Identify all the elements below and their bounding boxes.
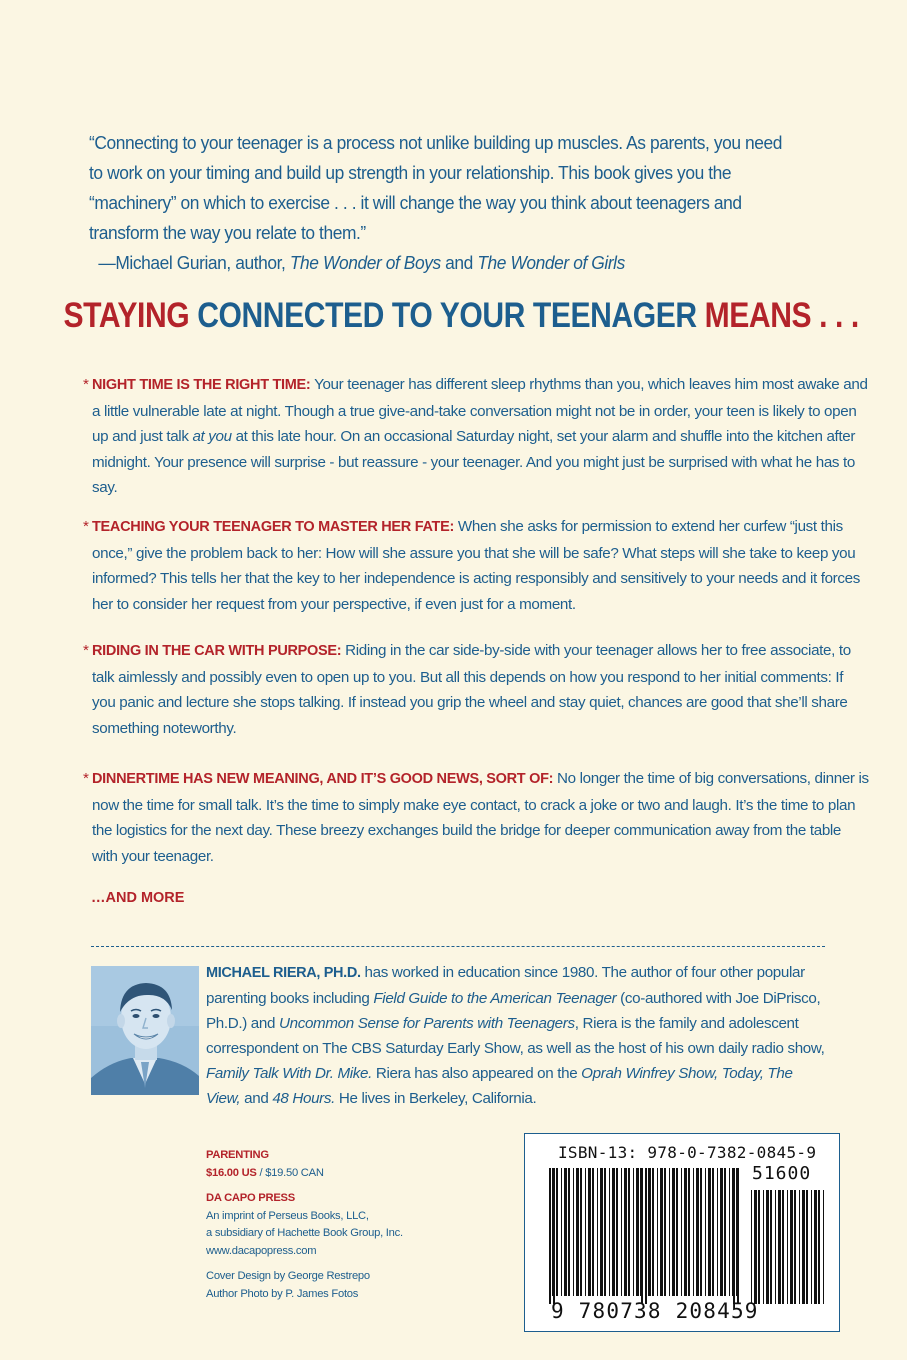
headline-part-2: CONNECTED TO YOUR TEENAGER <box>197 296 697 335</box>
dashed-divider <box>91 946 825 947</box>
price-us: $16.00 US <box>206 1166 257 1179</box>
price-can: $19.50 CAN <box>265 1166 324 1179</box>
attribution-author: —Michael Gurian, author, <box>98 252 290 273</box>
publisher-url: www.dacapopress.com <box>206 1244 317 1257</box>
bullet-heading: NIGHT TIME IS THE RIGHT TIME: <box>92 377 311 393</box>
headline-part-3: MEANS . . . <box>696 296 859 335</box>
cover-design-credit: Cover Design by George Restrepo <box>206 1270 370 1282</box>
publisher-info <box>206 1147 496 1303</box>
bullet-night-time <box>83 372 870 501</box>
bullet-body: Riding in the car side-by-side with your teenager allows her to free associate, to talk aimlessly and possibly even to open up to you. But all this depends on how you respond to her initial comments: If you panic and lecture she stops talking. If instead you grip the wheel and stay quiet, chances are good that she’ll share something noteworthy. <box>92 642 851 737</box>
bio-book-2: Uncommon Sense for Parents with Teenagers <box>278 1015 575 1032</box>
attribution-book-2: The Wonder of Girls <box>477 252 625 273</box>
publisher-line-1: An imprint of Perseus Books, LLC, <box>206 1209 369 1222</box>
publisher-name: DA CAPO PRESS <box>206 1192 295 1204</box>
bullet-body: Your teenager has different sleep rhythms than you, which leaves him most awake and a little vulnerable late at night. Though a true give-and-take conversation might not be in order, your teen is likely to open up and just talk <box>92 376 868 445</box>
headline-part-1: STAYING <box>63 296 198 335</box>
bio-text-5: and <box>240 1090 273 1107</box>
bullet-heading: TEACHING YOUR TEENAGER TO MASTER HER FATE: <box>92 519 455 535</box>
bullet-body: When she asks for permission to extend her curfew “just this once,” give the problem back to her: How will she assure you that she will be safe? What steps will she take to keep you informed? This tells her that the key to her independence is acting responsibly and sensitively to your needs and it forces her to consider her request from your perspective, if even just for a moment. <box>92 518 860 613</box>
bio-radio-show: Family Talk With Dr. Mike. <box>206 1065 372 1082</box>
bio-text-1: has worked in education since 1980. The author of four other popular parenting books including <box>206 964 805 1007</box>
bullet-riding-in-car <box>83 638 870 741</box>
bio-book-1: Field Guide to the American Teenager <box>373 990 617 1007</box>
quote-attribution <box>89 248 785 278</box>
bullet-body-cont: at this late hour. On an occasional Saturday night, set your alarm and shuffle into the kitchen after midnight. Your presence will surprise - but reassure - your teenager. And you might just be surprised with what he has to say. <box>92 428 856 496</box>
isbn-label: ISBN-13: 978-0-7382-0845-9 <box>558 1143 817 1162</box>
bullet-star: * <box>83 518 89 535</box>
bio-text-4: Riera has also appeared on the <box>372 1065 582 1082</box>
bullet-heading: RIDING IN THE CAR WITH PURPOSE: <box>92 643 342 659</box>
bio-name: MICHAEL RIERA, PH.D. <box>206 965 361 981</box>
author-bio <box>206 960 826 1111</box>
bullet-body: No longer the time of big conversations, dinner is now the time for small talk. It’s the time to simply make eye contact, to crack a joke or two and laugh. It’s the time to plan the logistics for the next day. These breezy exchanges build the bridge for deeper communication away from the table with your teenager. <box>92 770 869 865</box>
ean-digits: 9 780738 208459 <box>551 1299 759 1323</box>
bio-text-3: , Riera is the family and adolescent correspondent on The CBS Saturday Early Show, as well as the host of his own daily radio show, <box>206 1015 825 1057</box>
and-more: …AND MORE <box>91 890 185 906</box>
author-photo <box>91 966 199 1095</box>
price-code: 51600 <box>752 1163 812 1184</box>
category-label: PARENTING <box>206 1149 269 1161</box>
attribution-book-1: The Wonder of Boys <box>289 252 441 273</box>
bullet-star: * <box>83 376 89 393</box>
headline <box>63 296 859 336</box>
bullet-master-her-fate <box>83 514 870 617</box>
quote-text: “Connecting to your teenager is a process not unlike building up muscles. As parents, you need to work on your timing and build up strength in your relationship. This book gives you the “machinery” on which to exercise . . . it will change the way you think about teenagers and transform the way you relate to them.” <box>89 132 783 243</box>
barcode-box <box>524 1133 840 1332</box>
endorsement-quote <box>89 128 785 278</box>
attribution-and: and <box>440 252 478 273</box>
bullet-italic: at you <box>192 428 232 445</box>
bio-48-hours: 48 Hours. <box>272 1090 336 1107</box>
author-portrait-image <box>91 966 199 1095</box>
bullet-dinnertime <box>83 766 870 869</box>
bullet-heading: DINNERTIME HAS NEW MEANING, AND IT’S GOOD NEWS, SORT OF: <box>92 771 554 787</box>
price-separator: / <box>256 1166 266 1179</box>
bio-text-6: He lives in Berkeley, California. <box>335 1090 537 1107</box>
price-line <box>206 1165 496 1183</box>
author-photo-credit: Author Photo by P. James Fotos <box>206 1287 359 1300</box>
bullet-star: * <box>83 642 89 659</box>
bullet-star: * <box>83 770 89 787</box>
publisher-line-2: a subsidiary of Hachette Book Group, Inc. <box>206 1227 403 1239</box>
bio-text-2: (co-authored with Joe DiPrisco, Ph.D.) and <box>206 990 821 1032</box>
bio-tv-shows: Oprah Winfrey Show, Today, The View, <box>206 1065 793 1107</box>
